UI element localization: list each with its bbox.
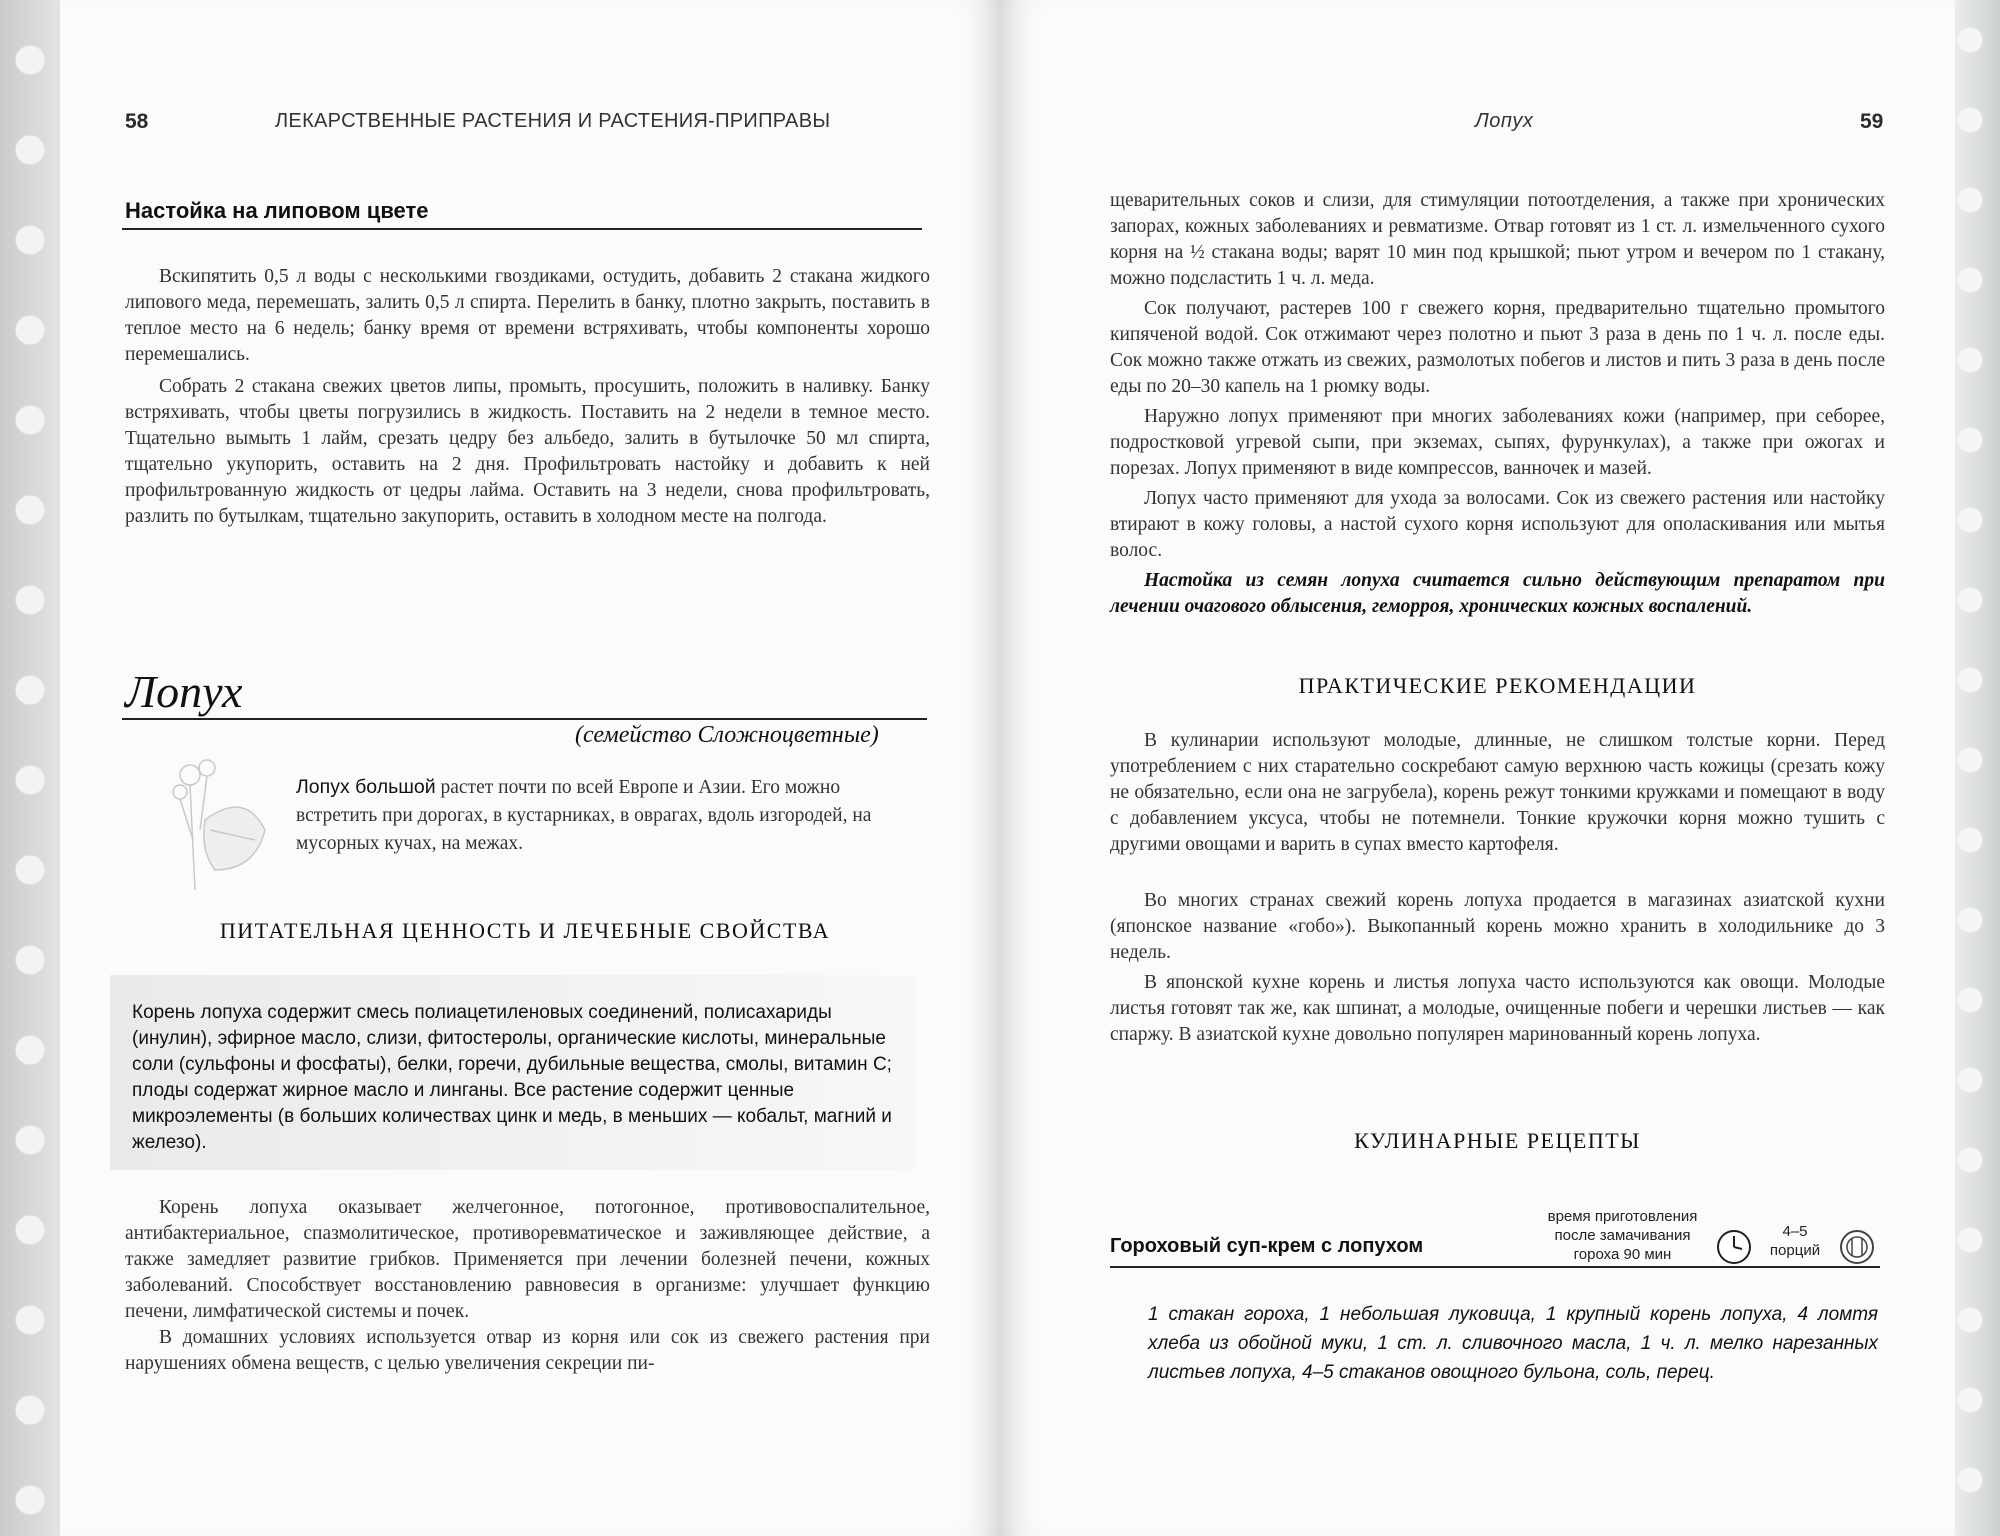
properties-paragraph-1: Корень лопуха оказывает желчегонное, потогонное, противовоспалительное, антибактериальное, спазмолитическое, противоревматическое и заживляющее действие, а также замедляет развитие грибков. Применяется при лечении болезней печени, кожных заболеваний. Способствует восстановлению равновесия в организме: улучшает функцию печени, лимфатической системы и почек. — [125, 1197, 930, 1322]
recipe-time-line-3: гороха 90 мин — [1573, 1246, 1672, 1263]
recipe-time-line-2: после замачивания — [1554, 1227, 1691, 1244]
book-edge-right — [1950, 0, 2000, 1536]
emphasis-paragraph: Настойка из семян лопуха считается сильно действующим препаратом при лечении очагового облысения, геморроя, хронических кожных воспалений. — [1110, 570, 1885, 617]
recipe-time — [1530, 1207, 1715, 1264]
tincture-paragraph-2: Собрать 2 стакана свежих цветов липы, промыть, просушить, положить в наливку. Банку встряхивать, чтобы цветы погрузились в жидкость. Поставить на 2 недели в темное место. Тщательно вымыть 1 лайм, срезать цедру без альбедо, залить в бутылочке 50 мл спирта, тщательно укупорить, оставить на 2 дня. Профильтровать настойку и добавить к ней профильтрованную жидкость от цедры лайма. Оставить на 3 недели, снова профильтровать, разлить по бутылкам, тщательно закупорить, оставить в холодном месте на полгода. — [125, 376, 930, 527]
recipe-ingredients: 1 стакан гороха, 1 небольшая луковица, 1 крупный корень лопуха, 4 ломтя хлеба из обойной муки, 1 ст. л. сливочного масла, 1 ч. л. мелко нарезанных листьев лопуха, 4–5 стаканов овощного бульона, соль, перец. — [1148, 1304, 1878, 1383]
practical-paragraph-2: Во многих странах свежий корень лопуха продается в магазинах азиатской кухни (японское название «гобо»). Выкопанный корень можно хранить в холодильнике до 3 недель. — [1110, 890, 1885, 963]
practical-paragraph-1: В кулинарии используют молодые, длинные, не слишком толстые корни. Перед употреблением с них старательно соскребают самую верхнюю часть кожицы (срезать кожу не обязательно, если она не загрубела), корень режут тонкими кружками и помещают в воду с добавлением уксуса, чтобы не потемнели. Тонкие кружочки корня можно тушить с другими овощами и варить в супах вместо картофеля. — [1110, 730, 1885, 855]
right-paragraph-3: Наружно лопух применяют при многих заболеваниях кожи (например, при себорее, подростковой угревой сыпи, при экземах, сыпях, фурункулах), а также при ожогах и порезах. Лопух применяют в виде компрессов, ванночек и мазей. — [1110, 406, 1885, 479]
recipe-portions — [1760, 1222, 1830, 1260]
plate-cutlery-icon — [1838, 1228, 1876, 1266]
recipe-title: Гороховый суп-крем с лопухом — [1110, 1235, 1424, 1257]
plant-family: (семейство Сложноцветные) — [575, 722, 879, 748]
recipe-rule — [1110, 1266, 1880, 1268]
plant-intro-bold: Лопух большой — [296, 776, 436, 798]
properties-paragraph-2: В домашних условиях используется отвар из корня или сок из свежего растения при нарушениях обмена веществ, с целью увеличения секреции пи- — [125, 1327, 930, 1374]
page-number-left: 58 — [125, 110, 149, 133]
plant-intro — [296, 773, 926, 858]
plant-intro-text: растет почти по всей Европе и Азии. Его можно встретить при дорогах, в кустарниках, в оврагах, вдоль изгородей, на мусорных кучах, на межах. — [296, 777, 872, 854]
portions-label: порций — [1769, 1242, 1821, 1259]
tincture-paragraph-1: Вскипятить 0,5 л воды с несколькими гвоздиками, остудить, добавить 2 стакана жидкого липового меда, перемешать, залить 0,5 л спирта. Перелить в банку, плотно закрыть, поставить в теплое место на 6 недель; банку время от времени встряхивать, чтобы компоненты хорошо перемешались. — [125, 266, 930, 365]
right-paragraph-2: Сок получают, растерев 100 г свежего корня, предварительно тщательно промытого кипяченой водой. Сок отжимают через полотно и пьют 3 раза в день по 1 ч. л. после еды. Сок можно также отжать из свежих, размолотых побегов и листов и пить 3 раза в день после еды по 20–30 капель на 1 рюмку воды. — [1110, 298, 1885, 397]
clock-icon — [1715, 1228, 1753, 1266]
running-head-left: ЛЕКАРСТВЕННЫЕ РАСТЕНИЯ И РАСТЕНИЯ-ПРИПРАВЫ — [275, 110, 831, 132]
recipe-time-line-1: время приготовления — [1547, 1208, 1698, 1225]
page-number-right: 59 — [1860, 110, 1884, 133]
composition-note: Корень лопуха содержит смесь полиацетиленовых соединений, полисахариды (инулин), эфирное масло, слизи, фитостеролы, органические кислоты, минеральные соли (сульфоны и фосфаты), белки, горечи, дубильные вещества, смолы, витамин С; плоды содержат жирное масло и линганы. Все растение содержит ценные микроэлементы (в больших количествах цинк и медь, в меньших — кобальт, магний и железо). — [132, 1002, 892, 1153]
recipes-heading: КУЛИНАРНЫЕ РЕЦЕПТЫ — [1354, 1128, 1641, 1153]
nutrition-heading: ПИТАТЕЛЬНАЯ ЦЕННОСТЬ И ЛЕЧЕБНЫЕ СВОЙСТВА — [219, 918, 831, 943]
running-head-right: Лопух — [1475, 110, 1534, 132]
section-rule — [122, 228, 922, 230]
practical-heading: ПРАКТИЧЕСКИЕ РЕКОМЕНДАЦИИ — [1298, 673, 1697, 698]
plant-title: Лопух — [125, 666, 243, 717]
right-paragraph-4: Лопух часто применяют для ухода за волосами. Сок из свежего растения или настойку втирают в кожу головы, а настой сухого корня используют для ополаскивания или мытья волос. — [1110, 488, 1885, 561]
portions-value: 4–5 — [1782, 1223, 1808, 1240]
practical-paragraph-3: В японской кухне корень и листья лопуха часто используются как овощи. Молодые листья готовят так же, как шпинат, а молодые, очищенные побеги и черешки листьев — как спаржу. В азиатской кухне довольно популярен маринованный корень лопуха. — [1110, 972, 1885, 1045]
burdock-illustration-icon — [145, 750, 275, 900]
section-title-tincture: Настойка на липовом цвете — [125, 198, 429, 223]
plant-title-rule — [122, 718, 927, 720]
right-paragraph-1: щеварительных соков и слизи, для стимуляции потоотделения, а также при хронических запорах, кожных заболеваниях и ревматизме. Отвар готовят из 1 ст. л. измельченного сухого корня на ½ стакана воды; варят 10 мин под крышкой; пьют утром и вечером по 1 стакану, можно подсластить 1 ч. л. меда. — [1110, 190, 1885, 289]
